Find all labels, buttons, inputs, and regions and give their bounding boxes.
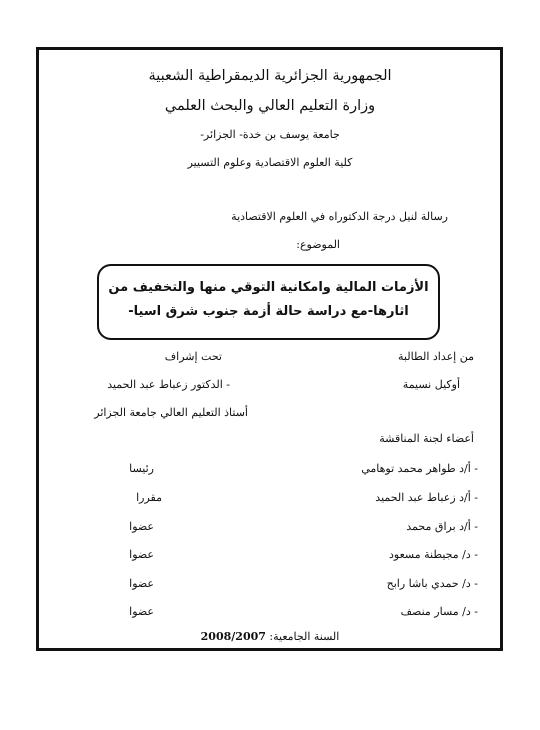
supervision-label: تحت إشراف [164,350,222,363]
faculty-name: كلية العلوم الاقتصادية وعلوم التسيير [187,156,353,169]
committee-member-name: - أ/د براق محمد [406,520,478,533]
committee-member-role: مقررا [136,491,162,504]
committee-member-role: عضوا [129,577,154,590]
committee-member-role: عضوا [129,548,154,561]
committee-heading: أعضاء لجنة المناقشة [379,432,474,445]
republic-heading: الجمهورية الجزائرية الديمقراطية الشعبية [148,68,392,84]
committee-member-name: - د/ حمدي باشا رابح [386,577,478,590]
supervisor-title: أستاذ التعليم العالي جامعة الجزائر [94,406,248,419]
year-value: 2008/2007 [200,630,266,643]
student-name: أوكيل نسيمة [402,378,460,391]
subject-label: الموضوع: [296,238,340,251]
committee-member-role: عضوا [129,605,154,618]
thesis-title-box [97,264,440,340]
thesis-title-line2: اثارها-مع دراسة حالة أزمة جنوب شرق اسيا- [128,304,409,319]
thesis-title-line1: الأزمات المالية وامكانية التوقي منها والتخفيف من [108,280,429,295]
academic-year [0,630,540,643]
student-label: من إعداد الطالبة [398,350,474,363]
committee-member-name: - أ/د طواهر محمد توهامي [361,462,478,475]
ministry-heading: وزارة التعليم العالي والبحث العلمي [164,98,376,114]
degree-line: رسالة لنيل درجة الدكتوراه في العلوم الاقتصادية [231,210,448,223]
committee-member-name: - أ/د زعباط عبد الحميد [375,491,478,504]
committee-member-role: رئيسا [129,462,154,475]
year-label: السنة الجامعية: [269,630,340,643]
university-name: جامعة يوسف بن خدة- الجزائر- [200,128,340,141]
committee-member-name: - د/ مجيطنة مسعود [389,548,478,561]
committee-member-role: عضوا [129,520,154,533]
supervisor-name: - الدكتور زعباط عبد الحميد [107,378,230,391]
committee-member-name: - د/ مسار منصف [400,605,478,618]
